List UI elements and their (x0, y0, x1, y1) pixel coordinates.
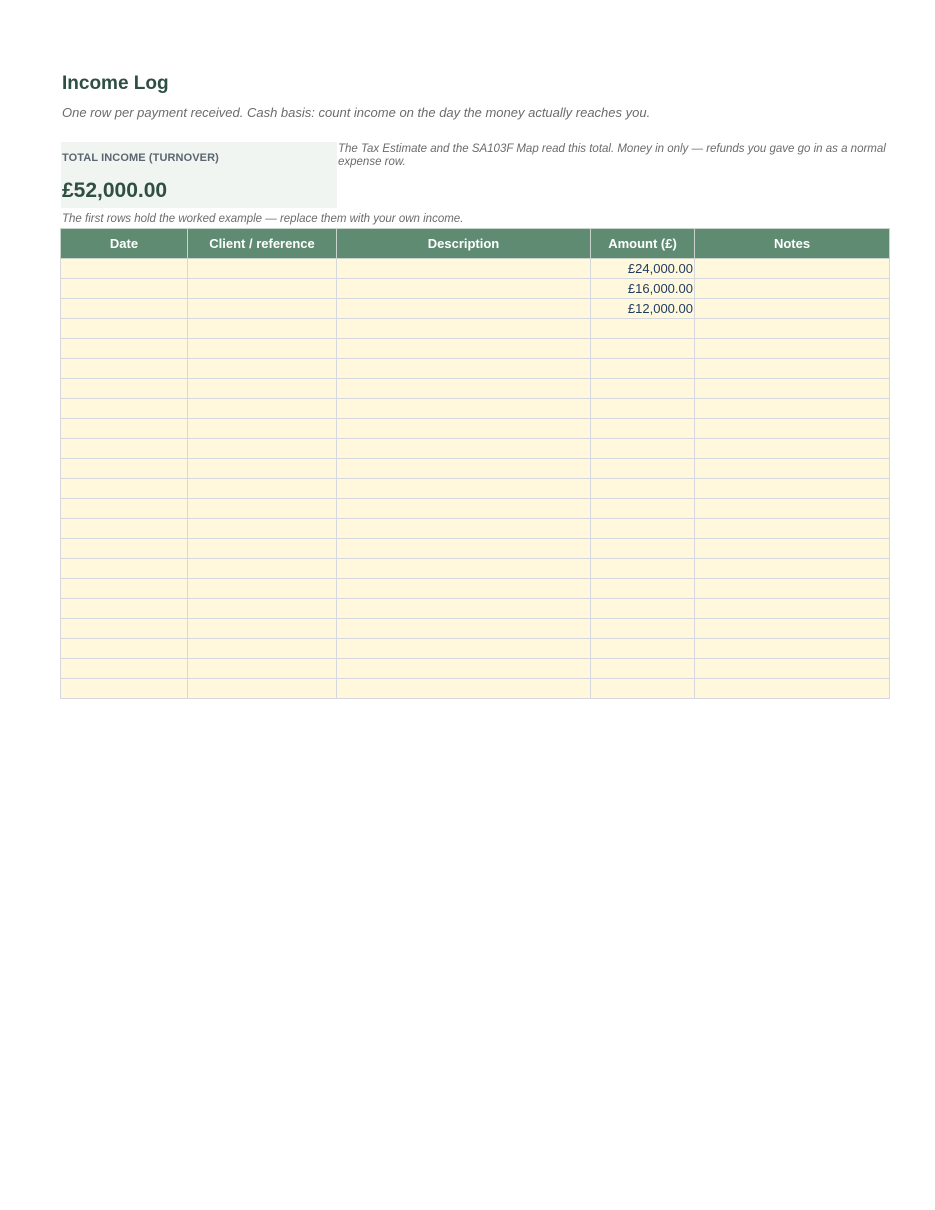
client-cell[interactable] (188, 279, 337, 299)
column-header-description[interactable]: Description (337, 229, 591, 259)
amount-cell[interactable] (591, 439, 695, 459)
description-cell[interactable] (337, 479, 591, 499)
notes-cell[interactable] (695, 299, 890, 319)
description-cell[interactable] (337, 539, 591, 559)
table-row (61, 299, 890, 319)
description-cell[interactable] (337, 319, 591, 339)
notes-cell[interactable] (695, 319, 890, 339)
table-row (61, 459, 890, 479)
description-cell[interactable] (337, 599, 591, 619)
table-row (61, 519, 890, 539)
client-cell[interactable] (188, 259, 337, 279)
table-row (61, 539, 890, 559)
amount-cell[interactable]: £12,000.00 (591, 299, 695, 319)
notes-cell[interactable] (695, 559, 890, 579)
amount-cell[interactable] (591, 579, 695, 599)
notes-cell[interactable] (695, 599, 890, 619)
description-cell[interactable] (337, 459, 591, 479)
table-row (61, 379, 890, 399)
date-cell[interactable] (61, 619, 188, 639)
amount-cell[interactable] (591, 519, 695, 539)
description-cell[interactable] (337, 659, 591, 679)
client-cell[interactable] (188, 659, 337, 679)
amount-cell[interactable] (591, 319, 695, 339)
description-cell[interactable] (337, 519, 591, 539)
date-cell[interactable] (61, 399, 188, 419)
description-cell[interactable] (337, 419, 591, 439)
client-cell[interactable] (188, 419, 337, 439)
client-cell[interactable] (188, 499, 337, 519)
example-note: The first rows hold the worked example — replace them with your own income. (62, 213, 464, 225)
table-row (61, 479, 890, 499)
description-cell[interactable] (337, 439, 591, 459)
amount-cell[interactable] (591, 499, 695, 519)
amount-cell[interactable] (591, 659, 695, 679)
total-income-box (61, 142, 337, 208)
date-cell[interactable] (61, 519, 188, 539)
table-row (61, 599, 890, 619)
table-row (61, 499, 890, 519)
amount-cell[interactable] (591, 639, 695, 659)
notes-cell[interactable] (695, 259, 890, 279)
date-cell[interactable] (61, 559, 188, 579)
client-cell[interactable] (188, 399, 337, 419)
amount-cell[interactable] (591, 479, 695, 499)
description-cell[interactable] (337, 499, 591, 519)
column-header-date[interactable]: Date (61, 229, 188, 259)
amount-cell[interactable] (591, 459, 695, 479)
date-cell[interactable] (61, 439, 188, 459)
description-cell[interactable] (337, 399, 591, 419)
notes-cell[interactable] (695, 679, 890, 699)
table-row (61, 319, 890, 339)
date-cell[interactable] (61, 379, 188, 399)
client-cell[interactable] (188, 679, 337, 699)
table-row (61, 579, 890, 599)
table-row (61, 279, 890, 299)
date-cell[interactable] (61, 359, 188, 379)
date-cell[interactable] (61, 259, 188, 279)
notes-cell[interactable] (695, 459, 890, 479)
notes-cell[interactable] (695, 619, 890, 639)
table-row (61, 359, 890, 379)
date-cell[interactable] (61, 479, 188, 499)
date-cell[interactable] (61, 579, 188, 599)
table-row (61, 659, 890, 679)
description-cell[interactable] (337, 639, 591, 659)
description-cell[interactable] (337, 619, 591, 639)
date-cell[interactable] (61, 599, 188, 619)
description-cell[interactable] (337, 379, 591, 399)
notes-cell[interactable] (695, 499, 890, 519)
description-cell[interactable] (337, 339, 591, 359)
amount-cell[interactable] (591, 679, 695, 699)
date-cell[interactable] (61, 679, 188, 699)
description-cell[interactable] (337, 559, 591, 579)
client-cell[interactable] (188, 619, 337, 639)
column-header-amount[interactable]: Amount (£) (591, 229, 695, 259)
amount-cell[interactable] (591, 399, 695, 419)
page-title: Income Log (62, 73, 169, 94)
amount-cell[interactable] (591, 599, 695, 619)
client-cell[interactable] (188, 539, 337, 559)
income-table-body (61, 259, 890, 699)
description-cell[interactable] (337, 679, 591, 699)
date-cell[interactable] (61, 639, 188, 659)
description-cell[interactable] (337, 259, 591, 279)
amount-cell[interactable] (591, 339, 695, 359)
income-table (60, 228, 890, 699)
notes-cell[interactable] (695, 359, 890, 379)
description-cell[interactable] (337, 359, 591, 379)
client-cell[interactable] (188, 479, 337, 499)
amount-cell[interactable] (591, 539, 695, 559)
notes-cell[interactable] (695, 639, 890, 659)
table-row (61, 399, 890, 419)
notes-cell[interactable] (695, 519, 890, 539)
description-cell[interactable] (337, 279, 591, 299)
table-row (61, 259, 890, 279)
table-row (61, 679, 890, 699)
amount-cell[interactable] (591, 419, 695, 439)
client-cell[interactable] (188, 379, 337, 399)
date-cell[interactable] (61, 659, 188, 679)
amount-cell[interactable] (591, 619, 695, 639)
page-subtitle: One row per payment received. Cash basis: count income on the day the money actually reaches you. (62, 105, 651, 120)
date-cell[interactable] (61, 499, 188, 519)
client-cell[interactable] (188, 639, 337, 659)
client-cell[interactable] (188, 359, 337, 379)
column-header-notes[interactable]: Notes (695, 229, 890, 259)
notes-cell[interactable] (695, 479, 890, 499)
table-row (61, 339, 890, 359)
notes-cell[interactable] (695, 539, 890, 559)
client-cell[interactable] (188, 579, 337, 599)
date-cell[interactable] (61, 539, 188, 559)
date-cell[interactable] (61, 279, 188, 299)
client-cell[interactable] (188, 559, 337, 579)
total-income-label: TOTAL INCOME (TURNOVER) (62, 152, 219, 164)
client-cell[interactable] (188, 319, 337, 339)
table-header-row (61, 229, 890, 259)
client-cell[interactable] (188, 519, 337, 539)
client-cell[interactable] (188, 439, 337, 459)
table-row (61, 639, 890, 659)
notes-cell[interactable] (695, 279, 890, 299)
description-cell[interactable] (337, 299, 591, 319)
date-cell[interactable] (61, 319, 188, 339)
table-row (61, 619, 890, 639)
amount-cell[interactable]: £16,000.00 (591, 279, 695, 299)
table-row (61, 419, 890, 439)
notes-cell[interactable] (695, 399, 890, 419)
table-row (61, 439, 890, 459)
total-income-note: The Tax Estimate and the SA103F Map read this total. Money in only — refunds you gave go in as a normal expense row. (338, 143, 886, 168)
amount-cell[interactable] (591, 379, 695, 399)
client-cell[interactable] (188, 459, 337, 479)
amount-cell[interactable]: £24,000.00 (591, 259, 695, 279)
description-cell[interactable] (337, 579, 591, 599)
date-cell[interactable] (61, 459, 188, 479)
date-cell[interactable] (61, 299, 188, 319)
notes-cell[interactable] (695, 659, 890, 679)
amount-cell[interactable] (591, 359, 695, 379)
table-row (61, 559, 890, 579)
client-cell[interactable] (188, 339, 337, 359)
notes-cell[interactable] (695, 379, 890, 399)
amount-cell[interactable] (591, 559, 695, 579)
notes-cell[interactable] (695, 419, 890, 439)
client-cell[interactable] (188, 599, 337, 619)
client-cell[interactable] (188, 299, 337, 319)
date-cell[interactable] (61, 419, 188, 439)
total-income-value: £52,000.00 (62, 179, 168, 202)
notes-cell[interactable] (695, 339, 890, 359)
column-header-client[interactable]: Client / reference (188, 229, 337, 259)
notes-cell[interactable] (695, 579, 890, 599)
notes-cell[interactable] (695, 439, 890, 459)
date-cell[interactable] (61, 339, 188, 359)
